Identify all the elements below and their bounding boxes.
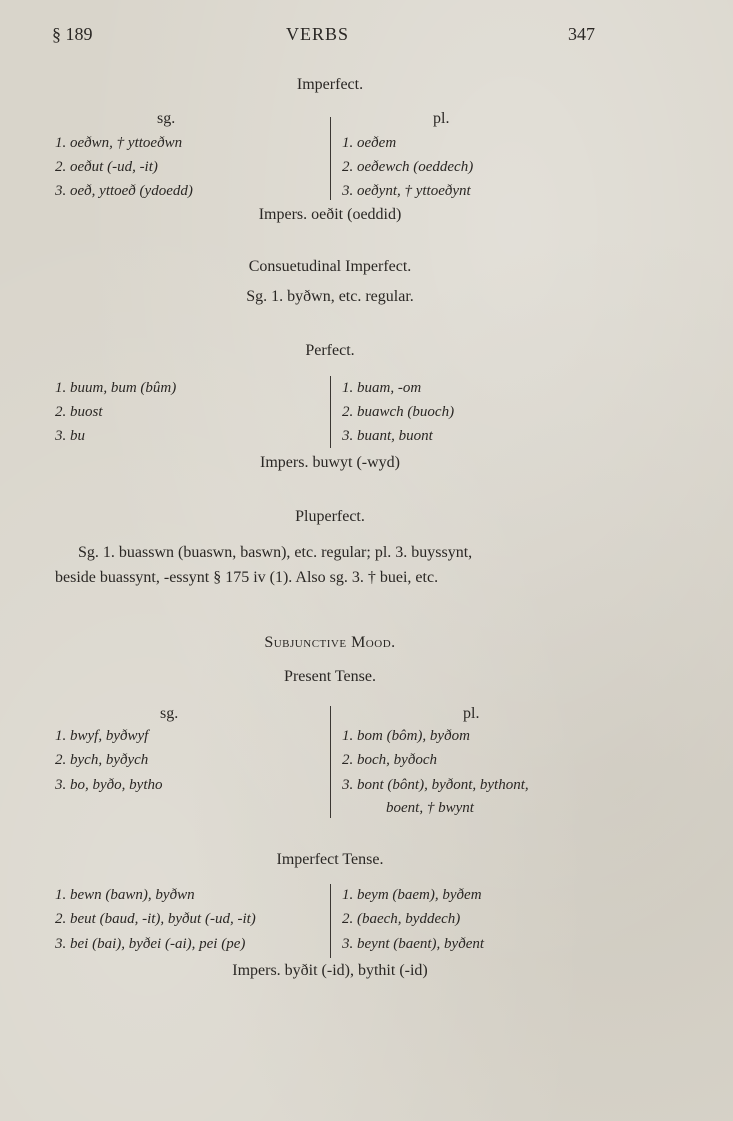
perfect-sg-2: 2. buost <box>55 404 103 420</box>
imperfect-sg-3: 3. oeð, yttoeð (ydoedd) <box>55 183 193 199</box>
imperfect-pl-label: pl. <box>433 110 450 127</box>
page-number: 347 <box>568 24 595 44</box>
column-divider <box>330 884 331 958</box>
perfect-pl-1: 1. buam, -om <box>342 380 422 396</box>
imperfect-pl-2: 2. oeðewch (oeddech) <box>342 159 474 175</box>
present-sg-label: sg. <box>160 705 179 722</box>
consuetudinal-title: Consuetudinal Imperfect. <box>248 258 412 275</box>
present-sg-3: 3. bo, byðo, bytho <box>55 777 163 793</box>
imperfect-tense-pl-3: 3. beynt (baent), byðent <box>342 936 485 952</box>
imperfect-pl-1: 1. oeðem <box>342 135 397 151</box>
pluperfect-line-1: Sg. 1. buasswn (buaswn, baswn), etc. regular; pl. 3. buyssynt, <box>78 544 473 561</box>
present-pl-label: pl. <box>463 705 480 722</box>
present-tense-title: Present Tense. <box>284 668 376 685</box>
imperfect-tense-sg-2: 2. beut (baud, -it), byðut (-ud, -it) <box>55 911 256 927</box>
column-divider <box>330 706 331 818</box>
section-number: § 189 <box>52 24 93 44</box>
imperfect-sg-2: 2. oeðut (-ud, -it) <box>55 159 158 175</box>
perfect-impers: Impers. buwyt (-wyd) <box>260 454 400 471</box>
pluperfect-line-2: beside buassynt, -essynt § 175 iv (1). Also sg. 3. † buei, etc. <box>55 569 439 586</box>
perfect-sg-3: 3. bu <box>55 428 85 444</box>
present-pl-3: 3. bont (bônt), byðont, bythont, <box>342 777 529 793</box>
column-divider <box>330 376 331 448</box>
pluperfect-title: Pluperfect. <box>295 508 365 525</box>
subjunctive-title: Subjunctive Mood. <box>264 634 396 651</box>
perfect-sg-1: 1. buum, bum (bûm) <box>55 380 177 396</box>
running-title: VERBS <box>286 24 350 44</box>
present-sg-2: 2. bych, byðych <box>55 752 149 768</box>
imperfect-tense-impers: Impers. byðit (-id), bythit (-id) <box>232 962 428 979</box>
imperfect-pl-3: 3. oeðynt, † yttoeðynt <box>342 183 471 199</box>
present-pl-2: 2. boch, byðoch <box>342 752 437 768</box>
column-divider <box>330 117 331 200</box>
imperfect-sg-1: 1. oeðwn, † yttoeðwn <box>55 135 183 151</box>
imperfect-impers: Impers. oeðit (oeddid) <box>258 206 402 223</box>
present-pl-3-cont: boent, † bwynt <box>386 800 474 816</box>
imperfect-title: Imperfect. <box>296 76 364 93</box>
imperfect-tense-sg-1: 1. bewn (bawn), byðwn <box>55 887 195 903</box>
imperfect-sg-label: sg. <box>157 110 176 127</box>
imperfect-tense-pl-1: 1. beym (baem), byðem <box>342 887 482 903</box>
imperfect-tense-title: Imperfect Tense. <box>276 851 384 868</box>
perfect-pl-2: 2. buawch (buoch) <box>342 404 455 420</box>
present-pl-1: 1. bom (bôm), byðom <box>342 728 470 744</box>
imperfect-tense-pl-2: 2. (baech, byddech) <box>342 911 461 927</box>
perfect-title: Perfect. <box>305 342 355 359</box>
present-sg-1: 1. bwyf, byðwyf <box>55 728 149 744</box>
consuetudinal-line: Sg. 1. byðwn, etc. regular. <box>246 288 414 305</box>
imperfect-tense-sg-3: 3. bei (bai), byðei (-ai), pei (pe) <box>55 936 246 952</box>
perfect-pl-3: 3. buant, buont <box>342 428 433 444</box>
